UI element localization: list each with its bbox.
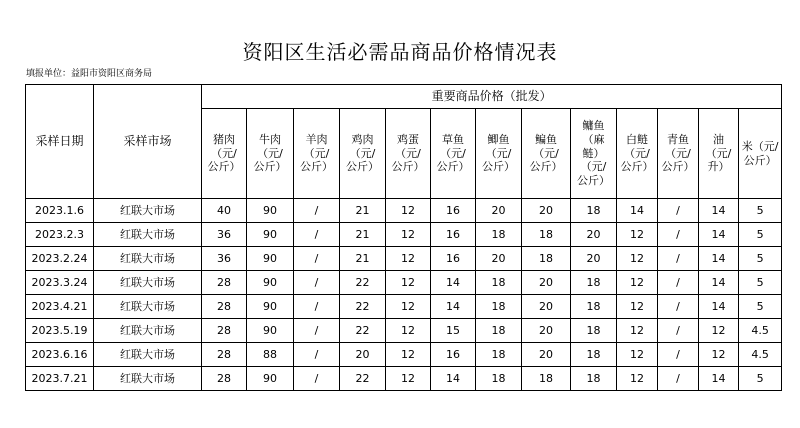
- price-cell: 22: [340, 295, 386, 319]
- price-cell: 4.5: [739, 319, 782, 343]
- price-cell: 88: [247, 343, 294, 367]
- date-cell: 2023.5.19: [26, 319, 94, 343]
- date-cell: 2023.2.3: [26, 223, 94, 247]
- price-cell: 20: [340, 343, 386, 367]
- price-cell: /: [658, 367, 699, 391]
- price-cell: 22: [340, 271, 386, 295]
- price-cell: 18: [571, 319, 617, 343]
- price-cell: 14: [699, 295, 739, 319]
- header-item: 猪肉（元/公斤）: [202, 109, 247, 199]
- price-cell: 12: [386, 199, 431, 223]
- price-cell: 90: [247, 199, 294, 223]
- table-row: [26, 271, 782, 295]
- header-group: 重要商品价格（批发）: [202, 85, 782, 109]
- price-cell: 22: [340, 319, 386, 343]
- price-cell: 5: [739, 367, 782, 391]
- price-cell: /: [294, 247, 340, 271]
- price-cell: 36: [202, 223, 247, 247]
- header-item: 鳙鱼（麻鲢）（元/公斤）: [571, 109, 617, 199]
- price-cell: 14: [699, 223, 739, 247]
- price-cell: 16: [431, 247, 476, 271]
- price-cell: 16: [431, 223, 476, 247]
- price-cell: 12: [617, 295, 658, 319]
- page-title: 资阳区生活必需品商品价格情况表: [242, 40, 558, 64]
- header-item: 青鱼（元/公斤）: [658, 109, 699, 199]
- price-cell: 18: [476, 295, 522, 319]
- price-cell: 12: [617, 343, 658, 367]
- reporting-unit: 填报单位：益阳市资阳区商务局: [26, 69, 153, 79]
- price-cell: 12: [386, 271, 431, 295]
- price-cell: 12: [617, 223, 658, 247]
- price-cell: 20: [522, 199, 571, 223]
- market-cell: 红联大市场: [94, 367, 202, 391]
- price-cell: 14: [699, 199, 739, 223]
- price-cell: 18: [571, 199, 617, 223]
- table-row: [26, 319, 782, 343]
- price-cell: 90: [247, 271, 294, 295]
- price-cell: 90: [247, 295, 294, 319]
- price-cell: 18: [476, 319, 522, 343]
- date-cell: 2023.6.16: [26, 343, 94, 367]
- price-cell: /: [658, 199, 699, 223]
- price-cell: /: [294, 367, 340, 391]
- header-group-row: [26, 85, 782, 109]
- header-item: 牛肉（元/公斤）: [247, 109, 294, 199]
- price-cell: 16: [431, 199, 476, 223]
- price-cell: 90: [247, 247, 294, 271]
- price-cell: 21: [340, 199, 386, 223]
- price-cell: /: [658, 223, 699, 247]
- header-date: 采样日期: [26, 85, 94, 199]
- price-cell: 12: [617, 271, 658, 295]
- price-cell: /: [294, 295, 340, 319]
- price-cell: 12: [617, 367, 658, 391]
- price-cell: 12: [386, 295, 431, 319]
- date-cell: 2023.2.24: [26, 247, 94, 271]
- price-cell: 20: [522, 271, 571, 295]
- header-item: 鲫鱼（元/公斤）: [476, 109, 522, 199]
- price-cell: 5: [739, 271, 782, 295]
- price-cell: 28: [202, 295, 247, 319]
- price-cell: 12: [699, 343, 739, 367]
- header-item: 油（元/升）: [699, 109, 739, 199]
- table-row: [26, 295, 782, 319]
- price-cell: 18: [476, 367, 522, 391]
- price-cell: 21: [340, 247, 386, 271]
- price-cell: /: [294, 319, 340, 343]
- price-cell: 14: [699, 367, 739, 391]
- table-row: [26, 223, 782, 247]
- price-cell: 12: [386, 319, 431, 343]
- market-cell: 红联大市场: [94, 199, 202, 223]
- price-cell: 5: [739, 223, 782, 247]
- price-cell: 18: [476, 223, 522, 247]
- price-cell: /: [294, 199, 340, 223]
- price-cell: /: [658, 271, 699, 295]
- price-cell: 14: [431, 367, 476, 391]
- price-cell: 15: [431, 319, 476, 343]
- date-cell: 2023.4.21: [26, 295, 94, 319]
- header-item: 鸡蛋（元/公斤）: [386, 109, 431, 199]
- price-cell: 40: [202, 199, 247, 223]
- price-cell: 18: [571, 271, 617, 295]
- price-cell: 14: [617, 199, 658, 223]
- table-body: [26, 199, 782, 391]
- price-cell: 90: [247, 319, 294, 343]
- header-item: 鳊鱼（元/公斤）: [522, 109, 571, 199]
- header-item: 鸡肉（元/公斤）: [340, 109, 386, 199]
- price-cell: 20: [571, 223, 617, 247]
- table-row: [26, 247, 782, 271]
- price-cell: 12: [617, 247, 658, 271]
- price-cell: 18: [571, 295, 617, 319]
- price-cell: 5: [739, 247, 782, 271]
- price-cell: /: [658, 343, 699, 367]
- price-cell: 20: [522, 295, 571, 319]
- price-cell: 18: [522, 367, 571, 391]
- price-cell: 14: [431, 271, 476, 295]
- market-cell: 红联大市场: [94, 319, 202, 343]
- price-cell: 4.5: [739, 343, 782, 367]
- market-cell: 红联大市场: [94, 295, 202, 319]
- price-cell: 14: [699, 247, 739, 271]
- header-market: 采样市场: [94, 85, 202, 199]
- price-cell: /: [294, 271, 340, 295]
- price-cell: 14: [699, 271, 739, 295]
- price-cell: /: [658, 295, 699, 319]
- price-cell: 18: [476, 343, 522, 367]
- price-cell: 12: [386, 247, 431, 271]
- date-cell: 2023.3.24: [26, 271, 94, 295]
- header-item: 米（元/公斤）: [739, 109, 782, 199]
- market-cell: 红联大市场: [94, 223, 202, 247]
- price-table: [25, 84, 782, 391]
- market-cell: 红联大市场: [94, 343, 202, 367]
- price-cell: 18: [571, 367, 617, 391]
- market-cell: 红联大市场: [94, 247, 202, 271]
- table-row: [26, 367, 782, 391]
- price-cell: 12: [699, 319, 739, 343]
- table-row: [26, 343, 782, 367]
- price-cell: 28: [202, 343, 247, 367]
- price-cell: 18: [522, 223, 571, 247]
- table-row: [26, 199, 782, 223]
- price-cell: 12: [617, 319, 658, 343]
- price-cell: 28: [202, 319, 247, 343]
- price-cell: 90: [247, 223, 294, 247]
- price-cell: 36: [202, 247, 247, 271]
- market-cell: 红联大市场: [94, 271, 202, 295]
- price-cell: /: [294, 343, 340, 367]
- price-cell: 20: [476, 199, 522, 223]
- header-item: 草鱼（元/公斤）: [431, 109, 476, 199]
- price-cell: 5: [739, 295, 782, 319]
- price-cell: 28: [202, 271, 247, 295]
- price-cell: 18: [571, 343, 617, 367]
- price-cell: 12: [386, 223, 431, 247]
- price-cell: 12: [386, 367, 431, 391]
- price-cell: 20: [476, 247, 522, 271]
- price-cell: 28: [202, 367, 247, 391]
- price-cell: 16: [431, 343, 476, 367]
- price-cell: /: [294, 223, 340, 247]
- header-item: 白鲢（元/公斤）: [617, 109, 658, 199]
- header-item: 羊肉（元/公斤）: [294, 109, 340, 199]
- price-cell: 21: [340, 223, 386, 247]
- price-cell: 18: [522, 247, 571, 271]
- price-cell: 90: [247, 367, 294, 391]
- price-cell: /: [658, 319, 699, 343]
- price-cell: 18: [476, 271, 522, 295]
- date-cell: 2023.1.6: [26, 199, 94, 223]
- price-cell: 12: [386, 343, 431, 367]
- price-cell: 20: [571, 247, 617, 271]
- price-cell: /: [658, 247, 699, 271]
- price-cell: 5: [739, 199, 782, 223]
- price-cell: 14: [431, 295, 476, 319]
- price-cell: 22: [340, 367, 386, 391]
- price-cell: 20: [522, 343, 571, 367]
- price-cell: 20: [522, 319, 571, 343]
- date-cell: 2023.7.21: [26, 367, 94, 391]
